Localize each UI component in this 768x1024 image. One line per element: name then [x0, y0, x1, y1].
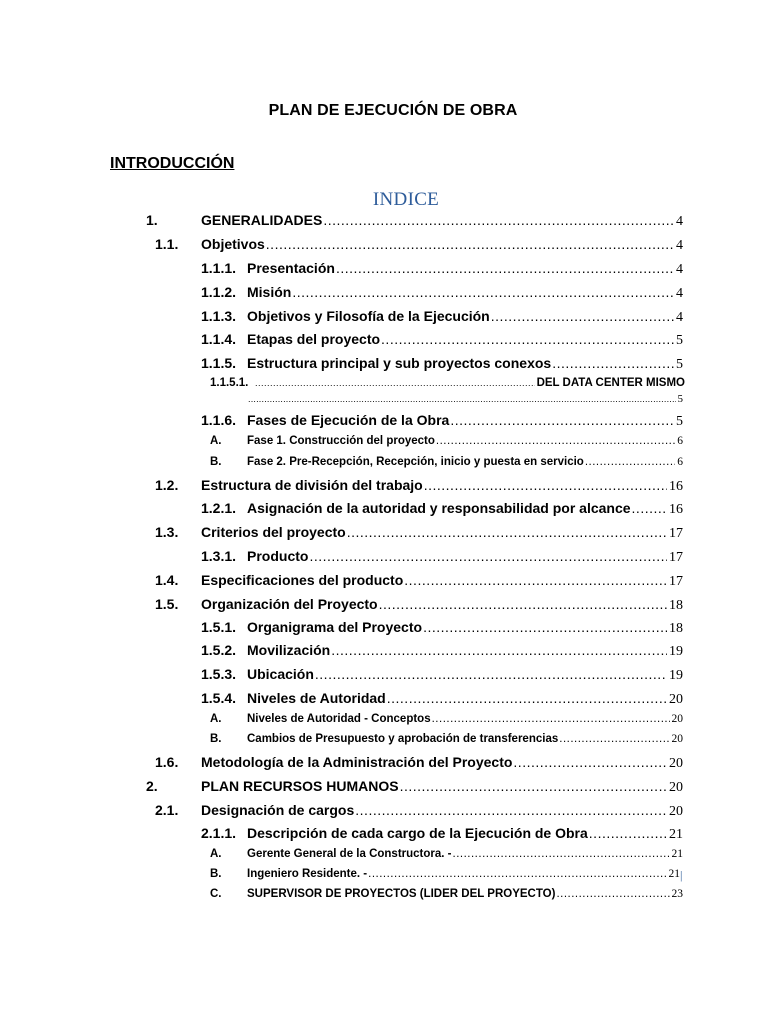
toc-entry-number: 1.5.: [155, 596, 179, 612]
toc-entry-number: 1.1.4.: [201, 331, 237, 347]
toc-entry-number: A.: [210, 713, 222, 725]
toc-entry-label: Estructura de división del trabajo: [201, 477, 423, 493]
toc-entry-label: Fase 1. Construcción del proyecto: [247, 435, 435, 447]
toc-leader-dots: [323, 212, 674, 228]
toc-leader-dots: [589, 825, 667, 841]
toc-entry-number: 1.2.1.: [201, 500, 237, 516]
toc-entry[interactable]: [210, 733, 683, 745]
toc-entry[interactable]: [210, 377, 685, 389]
toc-page-number: 19: [669, 644, 683, 659]
toc-entry-label: SUPERVISOR DE PROYECTOS (LIDER DEL PROYECTO): [247, 888, 556, 900]
toc-page-number: 4: [676, 310, 683, 325]
toc-entry-number: A.: [210, 435, 222, 447]
toc-entry[interactable]: [201, 260, 683, 278]
toc-entry[interactable]: [201, 500, 683, 518]
toc-entry-label: Descripción de cada cargo de la Ejecución de Obra: [247, 825, 588, 841]
toc-leader-dots: [381, 331, 674, 347]
toc-entry-label: Asignación de la autoridad y responsabilidad por alcance: [247, 500, 631, 516]
toc-entry-number: 1.1.3.: [201, 308, 237, 324]
toc-leader-dots: [355, 802, 667, 818]
toc-entry[interactable]: [201, 284, 683, 302]
toc-entry[interactable]: [201, 666, 683, 684]
toc-entry[interactable]: [210, 435, 683, 447]
toc-entry-number: 1.5.4.: [201, 690, 237, 706]
toc-entry-number: 1.6.: [155, 754, 179, 770]
toc-entry[interactable]: [201, 355, 683, 373]
toc-entry-label: Metodología de la Administración del Proyecto: [201, 754, 513, 770]
toc-leader-dots: [436, 435, 675, 447]
toc-page-number: 20: [669, 780, 683, 795]
toc-entry-number: 1.: [146, 212, 158, 228]
toc-heading: INDICE: [372, 189, 440, 210]
toc-page-number: 4: [676, 286, 683, 301]
toc-leader-dots: [248, 394, 676, 404]
toc-leader-dots: [513, 754, 667, 770]
toc-entry-label: Objetivos: [201, 236, 265, 252]
toc-leader-dots: [368, 868, 666, 880]
toc-page-number: 23: [671, 888, 683, 900]
toc-entry-label: Estructura principal y sub proyectos conexos: [247, 355, 552, 371]
toc-entry-label: Niveles de Autoridad: [247, 690, 386, 706]
toc-page-number: 5: [677, 393, 683, 405]
toc-entry-number: 1.5.2.: [201, 642, 237, 658]
toc-entry-label: Movilización: [247, 642, 331, 658]
toc-entry-number: 1.1.: [155, 236, 179, 252]
text-cursor-mark: |: [680, 868, 683, 882]
toc-entry-number: 2.1.1.: [201, 825, 237, 841]
toc-leader-dots: [315, 666, 667, 682]
toc-page-number: 18: [669, 598, 683, 613]
toc-entry-label: Criterios del proyecto: [201, 524, 346, 540]
toc-leader-dots: [331, 642, 667, 658]
toc-entry-label: Producto: [247, 548, 309, 564]
toc-leader-dots: [556, 888, 669, 900]
toc-entry-number: 1.1.1.: [201, 260, 237, 276]
section-heading-introduccion: INTRODUCCIÓN: [110, 155, 235, 172]
toc-entry[interactable]: [201, 825, 683, 843]
toc-page-number: 17: [669, 526, 683, 541]
toc-entry[interactable]: [210, 868, 680, 880]
toc-entry[interactable]: [210, 888, 683, 900]
toc-leader-dots: [424, 477, 667, 493]
toc-entry-number: 1.1.5.: [201, 355, 237, 371]
toc-entry-number: 1.4.: [155, 572, 179, 588]
toc-entry[interactable]: [146, 212, 683, 230]
document-title: PLAN DE EJECUCIÓN DE OBRA: [268, 102, 518, 119]
toc-entry[interactable]: [155, 572, 683, 590]
toc-entry[interactable]: [155, 754, 683, 772]
toc-leader-dots: [336, 260, 674, 276]
toc-leader-dots: [404, 572, 667, 588]
toc-entry[interactable]: [201, 642, 683, 660]
toc-page-number: 6: [677, 456, 683, 468]
toc-page-number: 21: [669, 827, 683, 842]
toc-page-number: 6: [677, 435, 683, 447]
toc-entry[interactable]: [201, 412, 683, 430]
toc-entry-label: Ingeniero Residente. -: [247, 868, 368, 880]
toc-page-number: 20: [669, 756, 683, 771]
toc-page-number: 5: [676, 357, 683, 372]
toc-entry-label: Designación de cargos: [201, 802, 355, 818]
toc-entry[interactable]: [155, 477, 683, 495]
toc-entry-number: 1.5.1.: [201, 619, 237, 635]
toc-entry-number: A.: [210, 848, 222, 860]
toc-page-number: 4: [676, 262, 683, 277]
toc-entry[interactable]: [201, 690, 683, 708]
toc-entry-label: Organigrama del Proyecto: [247, 619, 423, 635]
toc-page-number: 20: [669, 804, 683, 819]
toc-leader-dots: [379, 596, 667, 612]
toc-entry-number: B.: [210, 456, 222, 468]
toc-entry[interactable]: [201, 308, 683, 326]
toc-entry[interactable]: [201, 331, 683, 349]
toc-entry-number: 1.5.3.: [201, 666, 237, 682]
toc-leader-dots: [292, 284, 674, 300]
toc-entry-label: GENERALIDADES: [201, 212, 323, 228]
toc-entry-label: PLAN RECURSOS HUMANOS: [201, 778, 399, 794]
toc-entry-number: C.: [210, 888, 222, 900]
toc-entry[interactable]: [210, 713, 683, 725]
toc-leader-dots: [255, 378, 535, 388]
toc-entry-label: Etapas del proyecto: [247, 331, 381, 347]
toc-leader-dots: [559, 733, 669, 745]
toc-entry-number: B.: [210, 868, 222, 880]
toc-entry-label: Fase 2. Pre-Recepción, Recepción, inicio y puesta en servicio: [247, 456, 584, 468]
toc-entry-label: Especificaciones del producto: [201, 572, 404, 588]
toc-leader-dots: [423, 619, 667, 635]
toc-page-number: 17: [669, 574, 683, 589]
toc-page-number: 5: [676, 333, 683, 348]
toc-page-number: 20: [671, 733, 683, 745]
toc-leader-dots: [585, 456, 675, 468]
toc-entry-label: Ubicación: [247, 666, 314, 682]
toc-page-number: 21: [671, 848, 683, 860]
toc-entry-label: Fases de Ejecución de la Obra: [247, 412, 450, 428]
toc-leader-dots: [347, 524, 667, 540]
toc-page-number: 4: [676, 238, 683, 253]
toc-page-number: 19: [669, 668, 683, 683]
toc-page-number: 21: [668, 868, 680, 880]
toc-entry[interactable]: [155, 802, 683, 820]
toc-page-number: 16: [669, 479, 683, 494]
toc-entry-label: Cambios de Presupuesto y aprobación de transferencias: [247, 733, 559, 745]
toc-entry-number: B.: [210, 733, 222, 745]
toc-entry-number: 1.3.1.: [201, 548, 237, 564]
toc-leader-dots: [453, 848, 670, 860]
toc-leader-dots: [309, 548, 667, 564]
toc-page-number: 20: [669, 692, 683, 707]
toc-page-number: 16: [669, 502, 683, 517]
toc-entry-label: Niveles de Autoridad - Conceptos: [247, 713, 431, 725]
toc-leader-dots: [432, 713, 670, 725]
toc-leader-dots: [450, 412, 674, 428]
toc-entry[interactable]: [201, 619, 683, 637]
toc-leader-dots: [266, 236, 674, 252]
toc-entry-overflow-dots: [247, 393, 683, 405]
toc-entry-number: 2.1.: [155, 802, 179, 818]
toc-leader-dots: [552, 355, 674, 371]
toc-entry-number: 1.1.2.: [201, 284, 237, 300]
toc-entry-number: 1.1.6.: [201, 412, 237, 428]
toc-page-number: 17: [669, 550, 683, 565]
toc-entry[interactable]: [155, 524, 683, 542]
toc-leader-dots: [400, 778, 667, 794]
toc-entry[interactable]: [210, 456, 683, 468]
toc-entry-label: Objetivos y Filosofía de la Ejecución: [247, 308, 490, 324]
toc-page-number: 18: [669, 621, 683, 636]
toc-entry-number: 1.1.5.1.: [210, 377, 249, 389]
toc-entry[interactable]: [155, 236, 683, 254]
toc-entry-label: Presentación: [247, 260, 335, 276]
toc-entry-label: Misión: [247, 284, 292, 300]
toc-entry[interactable]: [210, 848, 683, 860]
toc-entry[interactable]: [146, 778, 683, 796]
toc-page-number: 4: [676, 214, 683, 229]
toc-entry-number: 2.: [146, 778, 158, 794]
toc-page-number: 20: [671, 713, 683, 725]
toc-leader-dots: [491, 308, 674, 324]
toc-entry-number: 1.2.: [155, 477, 179, 493]
toc-entry-number: 1.3.: [155, 524, 179, 540]
toc-entry[interactable]: [201, 548, 683, 566]
toc-entry[interactable]: [155, 596, 683, 614]
toc-entry-label: DEL DATA CENTER MISMO: [536, 377, 685, 389]
toc-entry-label: Organización del Proyecto: [201, 596, 378, 612]
toc-page-number: 5: [676, 414, 683, 429]
toc-leader-dots: [632, 500, 667, 516]
toc-leader-dots: [387, 690, 667, 706]
toc-entry-label: Gerente General de la Constructora. -: [247, 848, 452, 860]
